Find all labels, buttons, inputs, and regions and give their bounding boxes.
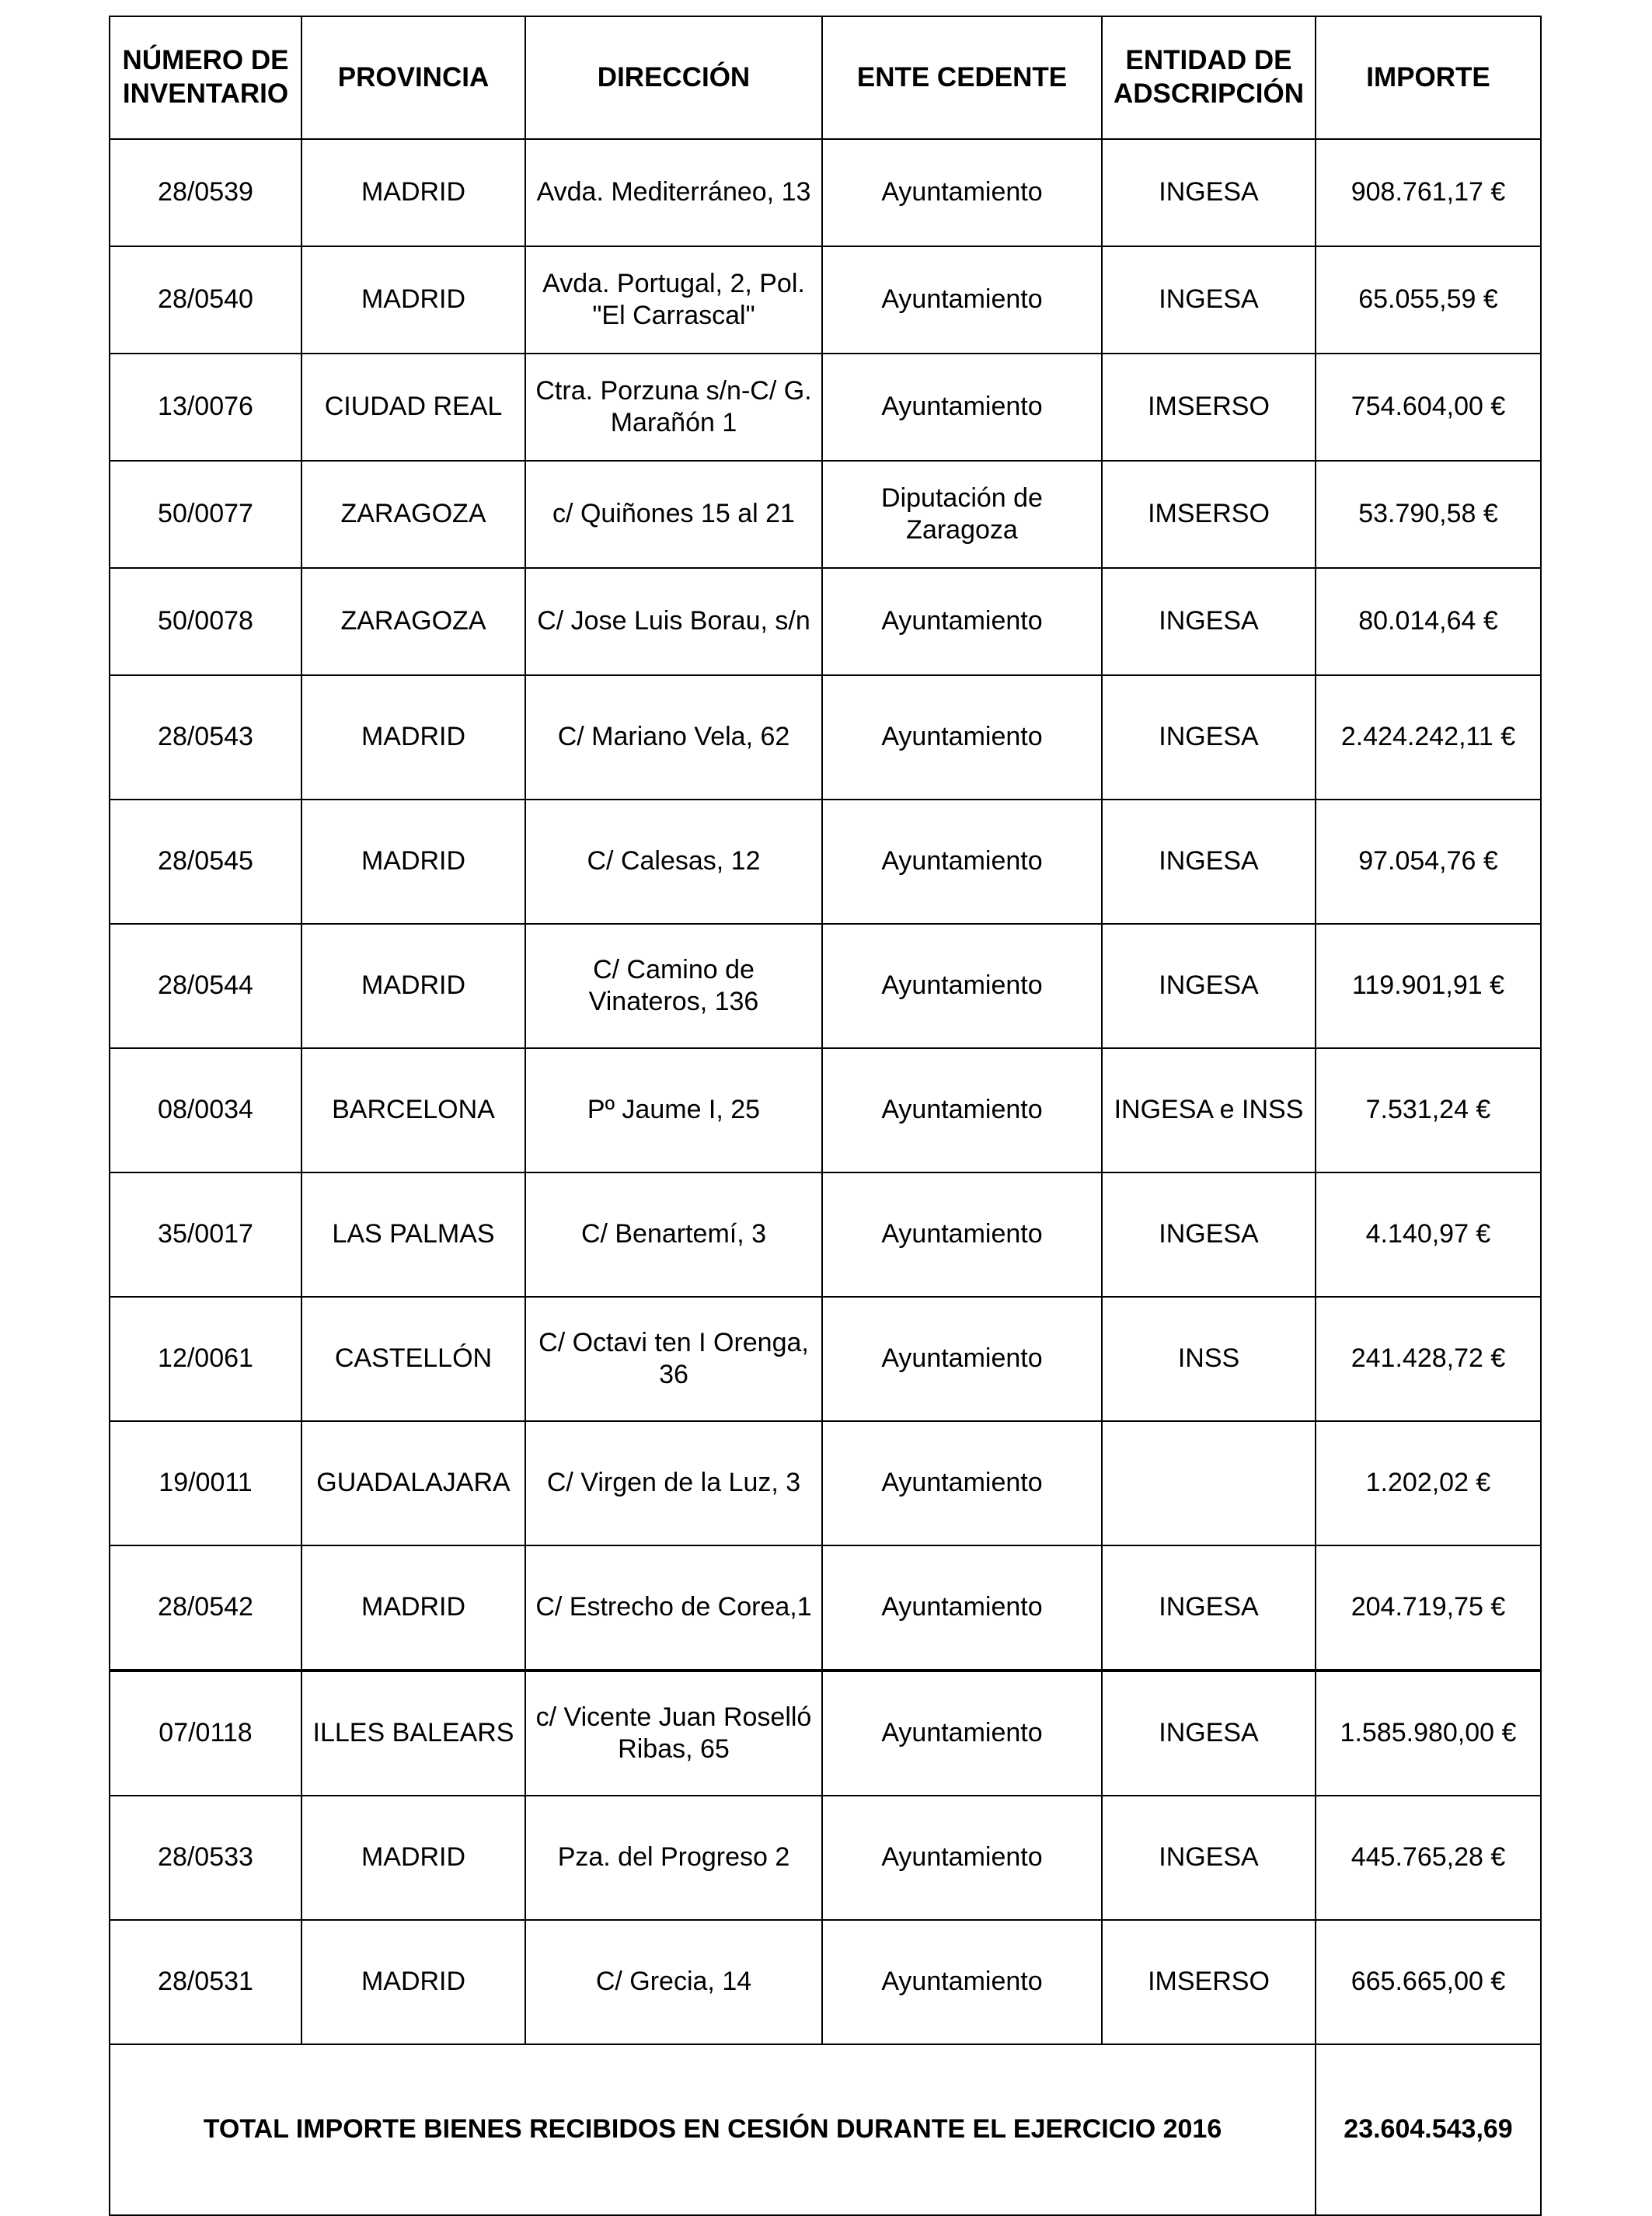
cell-numero: 12/0061 xyxy=(110,1297,301,1421)
header-provincia: PROVINCIA xyxy=(301,16,525,139)
cell-numero: 50/0077 xyxy=(110,461,301,568)
cell-numero: 19/0011 xyxy=(110,1421,301,1545)
cell-importe: 4.140,97 € xyxy=(1316,1172,1541,1297)
cell-numero: 28/0544 xyxy=(110,924,301,1048)
cell-numero: 07/0118 xyxy=(110,1671,301,1796)
cell-entidad: INGESA xyxy=(1102,246,1316,354)
cell-provincia: GUADALAJARA xyxy=(301,1421,525,1545)
table-row xyxy=(110,1920,1541,2044)
cell-entidad: INGESA xyxy=(1102,1545,1316,1671)
cell-numero: 28/0545 xyxy=(110,800,301,924)
cell-direccion: C/ Virgen de la Luz, 3 xyxy=(525,1421,822,1545)
table-row xyxy=(110,1297,1541,1421)
cell-importe: 754.604,00 € xyxy=(1316,354,1541,461)
cell-provincia: MADRID xyxy=(301,1545,525,1671)
table-row xyxy=(110,246,1541,354)
cell-provincia: MADRID xyxy=(301,800,525,924)
table-row xyxy=(110,1172,1541,1297)
cell-provincia: ILLES BALEARS xyxy=(301,1671,525,1796)
cell-provincia: LAS PALMAS xyxy=(301,1172,525,1297)
header-ente: ENTE CEDENTE xyxy=(822,16,1102,139)
cell-entidad: INGESA xyxy=(1102,568,1316,675)
cell-direccion: C/ Jose Luis Borau, s/n xyxy=(525,568,822,675)
cell-direccion: C/ Mariano Vela, 62 xyxy=(525,675,822,800)
cell-entidad: INGESA xyxy=(1102,1796,1316,1920)
cell-ente: Ayuntamiento xyxy=(822,1796,1102,1920)
inventory-table xyxy=(109,16,1542,2216)
table-row xyxy=(110,1671,1541,1796)
cell-direccion: c/ Vicente Juan Roselló Ribas, 65 xyxy=(525,1671,822,1796)
cell-entidad: INGESA xyxy=(1102,924,1316,1048)
total-row xyxy=(110,2044,1541,2215)
total-value: 23.604.543,69 xyxy=(1316,2044,1541,2215)
cell-numero: 13/0076 xyxy=(110,354,301,461)
cell-direccion: C/ Grecia, 14 xyxy=(525,1920,822,2044)
table-body xyxy=(110,139,1541,2044)
cell-direccion: C/ Camino de Vinateros, 136 xyxy=(525,924,822,1048)
cell-ente: Ayuntamiento xyxy=(822,924,1102,1048)
cell-ente: Diputación de Zaragoza xyxy=(822,461,1102,568)
table-row xyxy=(110,675,1541,800)
cell-ente: Ayuntamiento xyxy=(822,675,1102,800)
cell-importe: 97.054,76 € xyxy=(1316,800,1541,924)
header-entidad: ENTIDAD DE ADSCRIPCIÓN xyxy=(1102,16,1316,139)
cell-entidad: IMSERSO xyxy=(1102,1920,1316,2044)
cell-numero: 28/0543 xyxy=(110,675,301,800)
table-row xyxy=(110,354,1541,461)
cell-ente: Ayuntamiento xyxy=(822,568,1102,675)
cell-importe: 119.901,91 € xyxy=(1316,924,1541,1048)
cell-entidad: INGESA xyxy=(1102,1172,1316,1297)
cell-entidad: INGESA xyxy=(1102,139,1316,246)
cell-importe: 65.055,59 € xyxy=(1316,246,1541,354)
total-label: TOTAL IMPORTE BIENES RECIBIDOS EN CESIÓN DURANTE EL EJERCICIO 2016 xyxy=(110,2044,1316,2215)
cell-provincia: MADRID xyxy=(301,924,525,1048)
cell-ente: Ayuntamiento xyxy=(822,1172,1102,1297)
cell-ente: Ayuntamiento xyxy=(822,1671,1102,1796)
header-importe: IMPORTE xyxy=(1316,16,1541,139)
cell-provincia: MADRID xyxy=(301,139,525,246)
cell-ente: Ayuntamiento xyxy=(822,1048,1102,1172)
cell-ente: Ayuntamiento xyxy=(822,1920,1102,2044)
cell-provincia: MADRID xyxy=(301,1796,525,1920)
header-row xyxy=(110,16,1541,139)
cell-entidad: INGESA e INSS xyxy=(1102,1048,1316,1172)
cell-provincia: ZARAGOZA xyxy=(301,568,525,675)
cell-importe: 2.424.242,11 € xyxy=(1316,675,1541,800)
cell-numero: 28/0531 xyxy=(110,1920,301,2044)
table-row xyxy=(110,924,1541,1048)
table-row xyxy=(110,139,1541,246)
cell-direccion: C/ Calesas, 12 xyxy=(525,800,822,924)
cell-direccion: Ctra. Porzuna s/n-C/ G. Marañón 1 xyxy=(525,354,822,461)
cell-ente: Ayuntamiento xyxy=(822,139,1102,246)
cell-ente: Ayuntamiento xyxy=(822,246,1102,354)
cell-direccion: C/ Octavi ten I Orenga, 36 xyxy=(525,1297,822,1421)
table-row xyxy=(110,568,1541,675)
cell-importe: 7.531,24 € xyxy=(1316,1048,1541,1172)
cell-provincia: BARCELONA xyxy=(301,1048,525,1172)
header-numero: NÚMERO DE INVENTARIO xyxy=(110,16,301,139)
cell-importe: 1.585.980,00 € xyxy=(1316,1671,1541,1796)
cell-direccion: Avda. Mediterráneo, 13 xyxy=(525,139,822,246)
cell-importe: 53.790,58 € xyxy=(1316,461,1541,568)
cell-importe: 204.719,75 € xyxy=(1316,1545,1541,1671)
cell-direccion: C/ Benartemí, 3 xyxy=(525,1172,822,1297)
cell-numero: 35/0017 xyxy=(110,1172,301,1297)
cell-numero: 28/0539 xyxy=(110,139,301,246)
cell-numero: 50/0078 xyxy=(110,568,301,675)
cell-importe: 908.761,17 € xyxy=(1316,139,1541,246)
cell-direccion: Avda. Portugal, 2, Pol. "El Carrascal" xyxy=(525,246,822,354)
cell-direccion: c/ Quiñones 15 al 21 xyxy=(525,461,822,568)
cell-entidad: INGESA xyxy=(1102,800,1316,924)
cell-ente: Ayuntamiento xyxy=(822,800,1102,924)
cell-numero: 28/0542 xyxy=(110,1545,301,1671)
cell-importe: 80.014,64 € xyxy=(1316,568,1541,675)
cell-provincia: ZARAGOZA xyxy=(301,461,525,568)
cell-provincia: MADRID xyxy=(301,1920,525,2044)
cell-direccion: Pº Jaume I, 25 xyxy=(525,1048,822,1172)
cell-entidad xyxy=(1102,1421,1316,1545)
cell-direccion: Pza. del Progreso 2 xyxy=(525,1796,822,1920)
cell-importe: 445.765,28 € xyxy=(1316,1796,1541,1920)
cell-numero: 28/0540 xyxy=(110,246,301,354)
cell-provincia: CASTELLÓN xyxy=(301,1297,525,1421)
table-row xyxy=(110,1421,1541,1545)
cell-entidad: INGESA xyxy=(1102,675,1316,800)
cell-ente: Ayuntamiento xyxy=(822,1297,1102,1421)
cell-entidad: IMSERSO xyxy=(1102,461,1316,568)
table-row xyxy=(110,1545,1541,1671)
cell-entidad: INGESA xyxy=(1102,1671,1316,1796)
table-row xyxy=(110,1796,1541,1920)
cell-ente: Ayuntamiento xyxy=(822,1421,1102,1545)
cell-numero: 08/0034 xyxy=(110,1048,301,1172)
header-direccion: DIRECCIÓN xyxy=(525,16,822,139)
cell-entidad: IMSERSO xyxy=(1102,354,1316,461)
table-row xyxy=(110,800,1541,924)
cell-importe: 665.665,00 € xyxy=(1316,1920,1541,2044)
cell-numero: 28/0533 xyxy=(110,1796,301,1920)
cell-ente: Ayuntamiento xyxy=(822,1545,1102,1671)
cell-provincia: MADRID xyxy=(301,675,525,800)
table-row xyxy=(110,1048,1541,1172)
cell-entidad: INSS xyxy=(1102,1297,1316,1421)
cell-provincia: CIUDAD REAL xyxy=(301,354,525,461)
cell-importe: 1.202,02 € xyxy=(1316,1421,1541,1545)
cell-provincia: MADRID xyxy=(301,246,525,354)
cell-ente: Ayuntamiento xyxy=(822,354,1102,461)
cell-importe: 241.428,72 € xyxy=(1316,1297,1541,1421)
table-row xyxy=(110,461,1541,568)
cell-direccion: C/ Estrecho de Corea,1 xyxy=(525,1545,822,1671)
